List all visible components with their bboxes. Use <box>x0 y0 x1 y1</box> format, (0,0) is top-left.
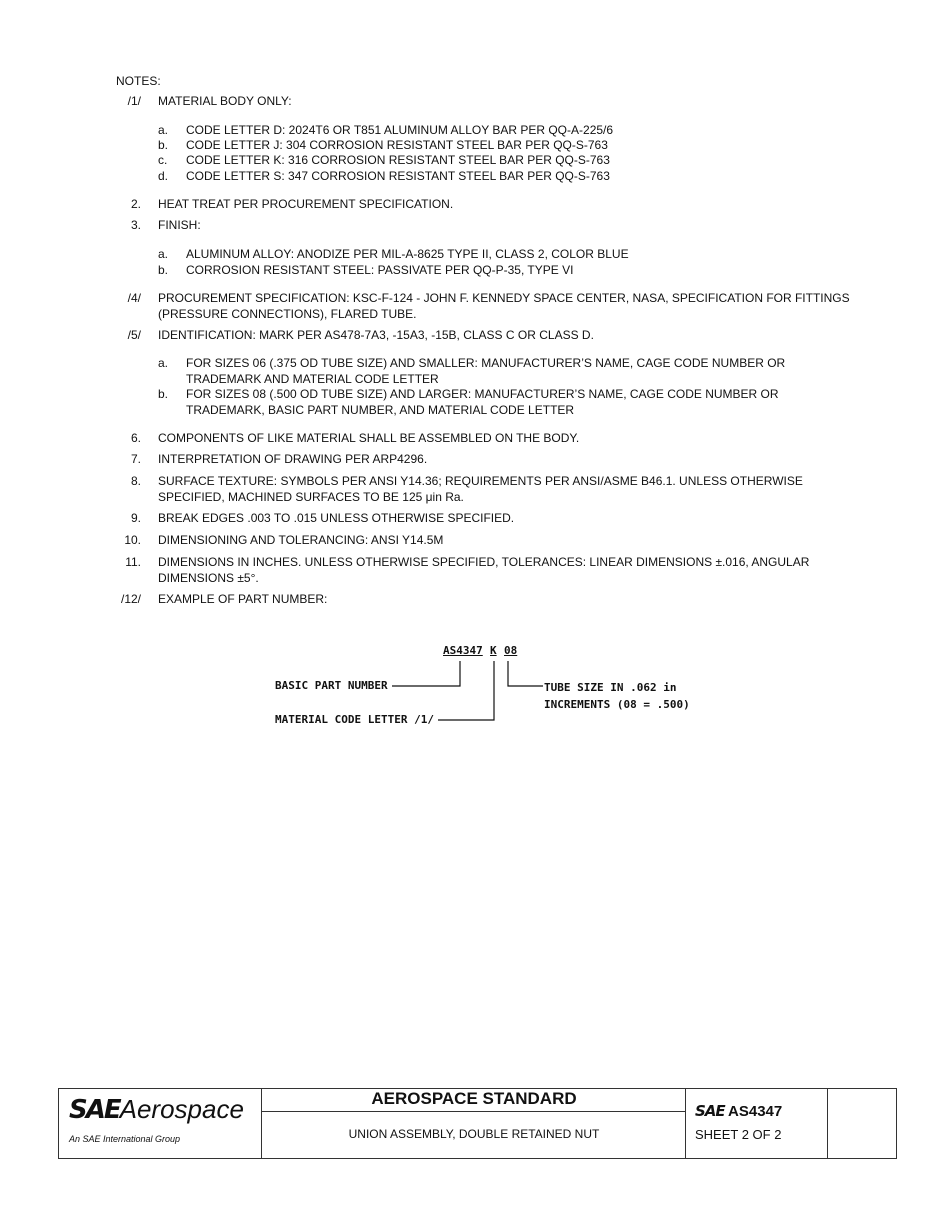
notes-heading: NOTES: <box>116 74 161 88</box>
note-text: DIMENSIONS IN INCHES. UNLESS OTHERWISE SPECIFIED, TOLERANCES: LINEAR DIMENSIONS ±.016, ANGULAR DIMENSIONS ±5°. <box>158 555 810 585</box>
part-material-letter: K <box>490 644 497 657</box>
sub-item-text: CODE LETTER S: 347 CORROSION RESISTANT STEEL BAR PER QQ-S-763 <box>186 169 610 183</box>
logo-sae-text: SAE <box>69 1095 120 1125</box>
note-number: 8. <box>130 474 141 488</box>
sub-item-text: CODE LETTER J: 304 CORROSION RESISTANT STEEL BAR PER QQ-S-763 <box>186 138 608 152</box>
standard-type: AEROSPACE STANDARD <box>371 1089 577 1108</box>
logo-aerospace-text: Aerospace <box>119 1094 244 1124</box>
note-text: IDENTIFICATION: MARK PER AS478-7A3, -15A3, -15B, CLASS C OR CLASS D. <box>158 328 594 342</box>
sub-item-letter: a. <box>158 247 169 261</box>
tube-increments-label: INCREMENTS (08 = .500) <box>544 698 690 711</box>
sub-item-letter: a. <box>158 123 169 137</box>
doc-sae-prefix: SAE <box>695 1102 725 1120</box>
note-text: INTERPRETATION OF DRAWING PER ARP4296. <box>158 452 428 466</box>
note-number: 2. <box>130 197 141 211</box>
sub-item-text: CODE LETTER D: 2024T6 OR T851 ALUMINUM ALLOY BAR PER QQ-A-225/6 <box>186 123 614 137</box>
note-text: BREAK EDGES .003 TO .015 UNLESS OTHERWISE SPECIFIED. <box>158 511 515 525</box>
sub-item-letter: b. <box>158 138 169 152</box>
sub-item-letter: a. <box>158 356 169 370</box>
sae-aerospace-logo <box>69 1094 244 1125</box>
note-number: 9. <box>130 511 141 525</box>
sub-item-text: CODE LETTER K: 316 CORROSION RESISTANT STEEL BAR PER QQ-S-763 <box>186 153 610 167</box>
title-block <box>58 1088 897 1159</box>
basic-part-label: BASIC PART NUMBER <box>275 679 388 692</box>
sub-item-text: CORROSION RESISTANT STEEL: PASSIVATE PER QQ-P-35, TYPE VI <box>186 263 574 277</box>
note-text: FINISH: <box>158 218 201 232</box>
note-number: 10. <box>124 533 141 547</box>
sub-item-letter: b. <box>158 387 169 401</box>
sub-item-text: FOR SIZES 06 (.375 OD TUBE SIZE) AND SMALLER: MANUFACTURER’S NAME, CAGE CODE NUMBER OR TRADEMARK AND MATERIAL CODE LETTER <box>186 356 786 386</box>
note-text: EXAMPLE OF PART NUMBER: <box>158 592 328 606</box>
sub-item-letter: d. <box>158 169 169 183</box>
tube-size-leader <box>508 661 543 686</box>
part-size: 08 <box>504 644 518 657</box>
sub-item-letter: b. <box>158 263 169 277</box>
sub-item-text: ALUMINUM ALLOY: ANODIZE PER MIL-A-8625 TYPE II, CLASS 2, COLOR BLUE <box>186 247 629 261</box>
material-leader <box>438 661 494 720</box>
sub-item-letter: c. <box>158 153 168 167</box>
document-title: UNION ASSEMBLY, DOUBLE RETAINED NUT <box>348 1127 600 1141</box>
tube-size-label: TUBE SIZE IN .062 in <box>544 681 677 694</box>
sub-item-text: FOR SIZES 08 (.500 OD TUBE SIZE) AND LARGER: MANUFACTURER’S NAME, CAGE CODE NUMBER OR TRADEMARK, BASIC PART NUMBER, AND MATERIAL CODE LETTER <box>186 387 779 417</box>
material-code-label: MATERIAL CODE LETTER /1/ <box>275 713 434 726</box>
note-text: HEAT TREAT PER PROCUREMENT SPECIFICATION. <box>158 197 454 211</box>
sheet-number: SHEET 2 OF 2 <box>695 1127 782 1142</box>
note-text: SURFACE TEXTURE: SYMBOLS PER ANSI Y14.36; REQUIREMENTS PER ANSI/ASME B46.1. UNLESS OTHERWISE SPECIFIED, MACHINED SURFACES TO BE 125 μin Ra. <box>158 474 803 504</box>
note-number: 6. <box>130 431 141 445</box>
note-number: 11. <box>125 555 141 569</box>
note-number: /12/ <box>120 592 141 606</box>
doc-number: AS4347 <box>728 1103 783 1120</box>
note-number: 3. <box>130 218 141 232</box>
note-text: COMPONENTS OF LIKE MATERIAL SHALL BE ASSEMBLED ON THE BODY. <box>158 431 580 445</box>
note-text: DIMENSIONING AND TOLERANCING: ANSI Y14.5M <box>158 533 444 547</box>
note-number: 7. <box>130 452 141 466</box>
note-number: /4/ <box>127 291 141 305</box>
logo-tagline: An SAE International Group <box>69 1134 181 1144</box>
document-number <box>695 1103 782 1120</box>
note-text: PROCUREMENT SPECIFICATION: KSC-F-124 - JOHN F. KENNEDY SPACE CENTER, NASA, SPECIFICATION FOR FITTINGS (PRESSURE CONNECTIONS), FLARED TUBE. <box>158 291 850 321</box>
part-base: AS4347 <box>443 644 483 657</box>
basic-part-leader <box>392 661 460 686</box>
note-number: /1/ <box>127 94 141 108</box>
note-number: /5/ <box>127 328 141 342</box>
note-text: MATERIAL BODY ONLY: <box>158 94 292 108</box>
